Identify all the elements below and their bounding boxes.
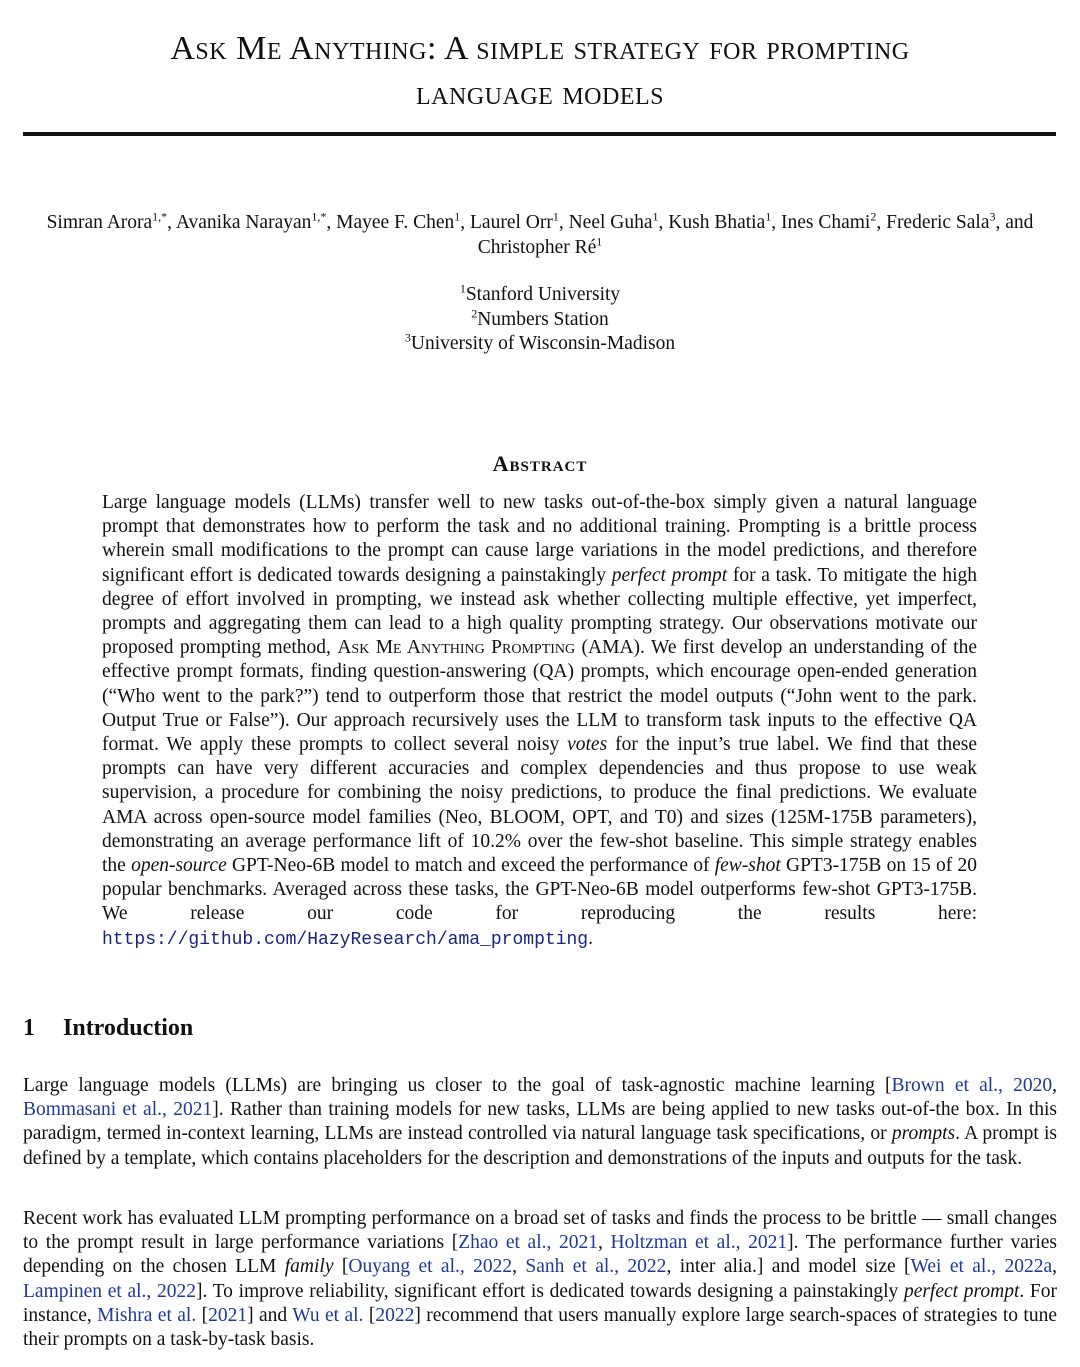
body-text: ]. Rather than training models for new tasks, LLMs are being applied to new tasks out-of-the box. In this paradigm, termed in-context learning, LLMs are instead controlled via natural language task specifications, or	[23, 1099, 1057, 1145]
abstract-text: Large language models (LLMs) transfer well to new tasks out-of-the-box simply given a natural language prompt that demonstrates how to perform the task and no additional training. Prompting is a brittle process wherein small modifications to the prompt can cause large variations in the model predictions, and therefore significant effort is dedicated towards designing a painstakingly	[102, 492, 977, 586]
citation-link[interactable]: Zhao et al., 2021	[458, 1232, 598, 1254]
body-emphasis: perfect prompt	[903, 1280, 1020, 1302]
abstract-emphasis: votes	[567, 734, 608, 756]
title-line-2: language models	[416, 75, 664, 112]
author-affil-mark: 1,*	[311, 209, 327, 224]
author-affil-mark: 1	[596, 234, 603, 249]
affiliation	[0, 332, 1080, 357]
abstract-emphasis: open-source	[131, 855, 227, 877]
body-text: [	[363, 1304, 376, 1326]
body-text: ] and	[247, 1304, 293, 1326]
body-text: ,	[1052, 1075, 1057, 1096]
body-text: ]. To improve reliability, significant effort is dedicated towards designing a painstakingly	[195, 1280, 904, 1302]
author-separator: ,	[460, 212, 471, 233]
affiliation-name: Numbers Station	[477, 308, 609, 330]
citation-link[interactable]: 2021	[208, 1304, 248, 1326]
body-text: Recent work has evaluated LLM prompting performance on a broad set of tasks and finds the process to be brittle — small changes to the prompt result in large performance variations [	[23, 1208, 1057, 1254]
code-link[interactable]: https://github.com/HazyResearch/ama_prompting	[102, 929, 589, 950]
author-affil-mark: 1	[652, 209, 659, 224]
author-name: Avanika Narayan	[175, 212, 312, 233]
title-line-1: Ask Me Anything: A simple strategy for prompting	[170, 30, 910, 67]
section-heading	[23, 1015, 193, 1042]
affiliation-list	[0, 283, 1080, 357]
author-name: Ines Chami	[780, 212, 871, 233]
intro-paragraph-2	[23, 1207, 1057, 1352]
citation-link[interactable]: Wu et al.	[292, 1304, 364, 1326]
affiliation	[0, 283, 1080, 308]
author-separator: ,	[167, 212, 176, 233]
body-text: , inter alia.] and model size [	[666, 1256, 911, 1278]
abstract-body	[102, 491, 977, 952]
abstract-text: GPT3-175B on 15 of 20 popular benchmarks. Averaged across these tasks, the GPT-Neo-6B model outperforms few-shot GPT3-175B. We release our code for reproducing the results here:	[102, 855, 977, 925]
affiliation-mark: 3	[404, 330, 411, 345]
title-rule	[23, 132, 1056, 136]
body-text: [	[333, 1256, 349, 1278]
author-separator: ,	[326, 212, 337, 233]
author-separator: ,	[558, 212, 569, 233]
abstract-emphasis: few-shot	[714, 855, 781, 877]
author-affil-mark: 1,*	[152, 209, 168, 224]
author-name: Mayee F. Chen	[336, 212, 455, 233]
author-separator: ,	[876, 212, 887, 233]
intro-paragraph-1	[23, 1074, 1057, 1171]
author-separator: ,	[658, 212, 669, 233]
citation-link[interactable]: Mishra et al.	[97, 1304, 197, 1326]
abstract-text: GPT-Neo-6B model to match and exceed the performance of	[226, 855, 715, 877]
affiliation-name: University of Wisconsin-Madison	[410, 333, 676, 354]
body-text: ,	[1052, 1256, 1058, 1278]
citation-link[interactable]: Sanh et al., 2022	[525, 1256, 667, 1278]
body-text: ] recommend that users manually explore large search-spaces of strategies to tune their prompts on a task-by-task basis.	[23, 1304, 1057, 1351]
author-affil-mark: 3	[989, 209, 996, 224]
body-text: . For instance,	[23, 1280, 1057, 1326]
citation-link[interactable]: Wei et al., 2022a	[910, 1256, 1053, 1278]
section-number: 1	[23, 1015, 35, 1041]
body-emphasis: family	[284, 1256, 334, 1278]
abstract-text: for the input’s true label. We find that these prompts can have very different accuracies and complex dependencies and thus propose to use weak supervision, a procedure for combining the noisy predictions, to produce the final predictions. We evaluate AMA across open-source model families (Neo, BLOOM, OPT, and T0) and sizes (125M-175B parameters), demonstrating an average performance lift of 10.2% over the few-shot baseline. This simple strategy enables the	[102, 734, 977, 877]
body-text: [	[196, 1304, 209, 1326]
author-name: Christopher Ré	[477, 237, 597, 258]
abstract-text: for a task. To mitigate the high degree of effort involved in prompting, we instead ask whether collecting multiple effective, yet imperfect, prompts and aggregating them can lead to a high quality prompting strategy. Our observations motivate our proposed prompting method,	[102, 564, 978, 659]
author-name: Laurel Orr	[470, 212, 553, 233]
method-name: Ask Me Anything Prompting	[337, 637, 576, 659]
author-affil-mark: 2	[870, 209, 877, 224]
author-affil-mark: 1	[765, 209, 772, 224]
abstract-text: .	[588, 927, 593, 949]
abstract-text: (AMA). We first develop an understanding of the effective prompt formats, finding question-answering (QA) prompts, which encourage open-ended generation (“Who went to the park?”) tend to outperform those that restrict the model outputs (“John went to the park. Output True or False”). Our approach recursively uses the LLM to transform task inputs to the effective QA format. We apply these prompts to collect several noisy	[102, 637, 977, 756]
abstract-heading: Abstract	[492, 451, 588, 476]
author-name: Frederic Sala	[886, 212, 990, 233]
author-name: Simran Arora	[46, 212, 153, 233]
paper-title	[0, 26, 1080, 116]
citation-link[interactable]: Lampinen et al., 2022	[23, 1280, 196, 1302]
body-text: Large language models (LLMs) are bringing us closer to the goal of task-agnostic machine learning [	[23, 1075, 892, 1096]
affiliation-mark: 1	[459, 281, 466, 296]
body-emphasis: prompts	[891, 1123, 956, 1145]
author-list	[23, 210, 1057, 260]
body-text: ,	[512, 1256, 526, 1278]
body-text: ,	[598, 1232, 611, 1254]
citation-link[interactable]: 2022	[375, 1304, 415, 1326]
author-affil-mark: 1	[552, 209, 559, 224]
citation-link[interactable]: Holtzman et al., 2021	[610, 1232, 788, 1254]
abstract-emphasis: perfect prompt	[611, 564, 728, 586]
author-name: Kush Bhatia	[668, 212, 766, 233]
author-separator: ,	[771, 212, 781, 233]
author-affil-mark: 1	[454, 209, 461, 224]
affiliation	[0, 308, 1080, 333]
author-separator: , and	[995, 212, 1034, 233]
affiliation-name: Stanford University	[465, 284, 621, 305]
body-text: ]. The performance further varies depending on the chosen LLM	[23, 1232, 1058, 1278]
author-name: Neel Guha	[568, 212, 653, 233]
body-text: . A prompt is defined by a template, which contains placeholders for the description and demonstrations of the inputs and outputs for the task.	[23, 1123, 1057, 1169]
section-title: Introduction	[63, 1015, 194, 1041]
affiliation-mark: 2	[471, 306, 478, 320]
citation-link[interactable]: Ouyang et al., 2022	[348, 1256, 513, 1278]
citation-link[interactable]: Bommasani et al., 2021	[23, 1099, 213, 1121]
citation-link[interactable]: Brown et al., 2020	[891, 1075, 1053, 1096]
